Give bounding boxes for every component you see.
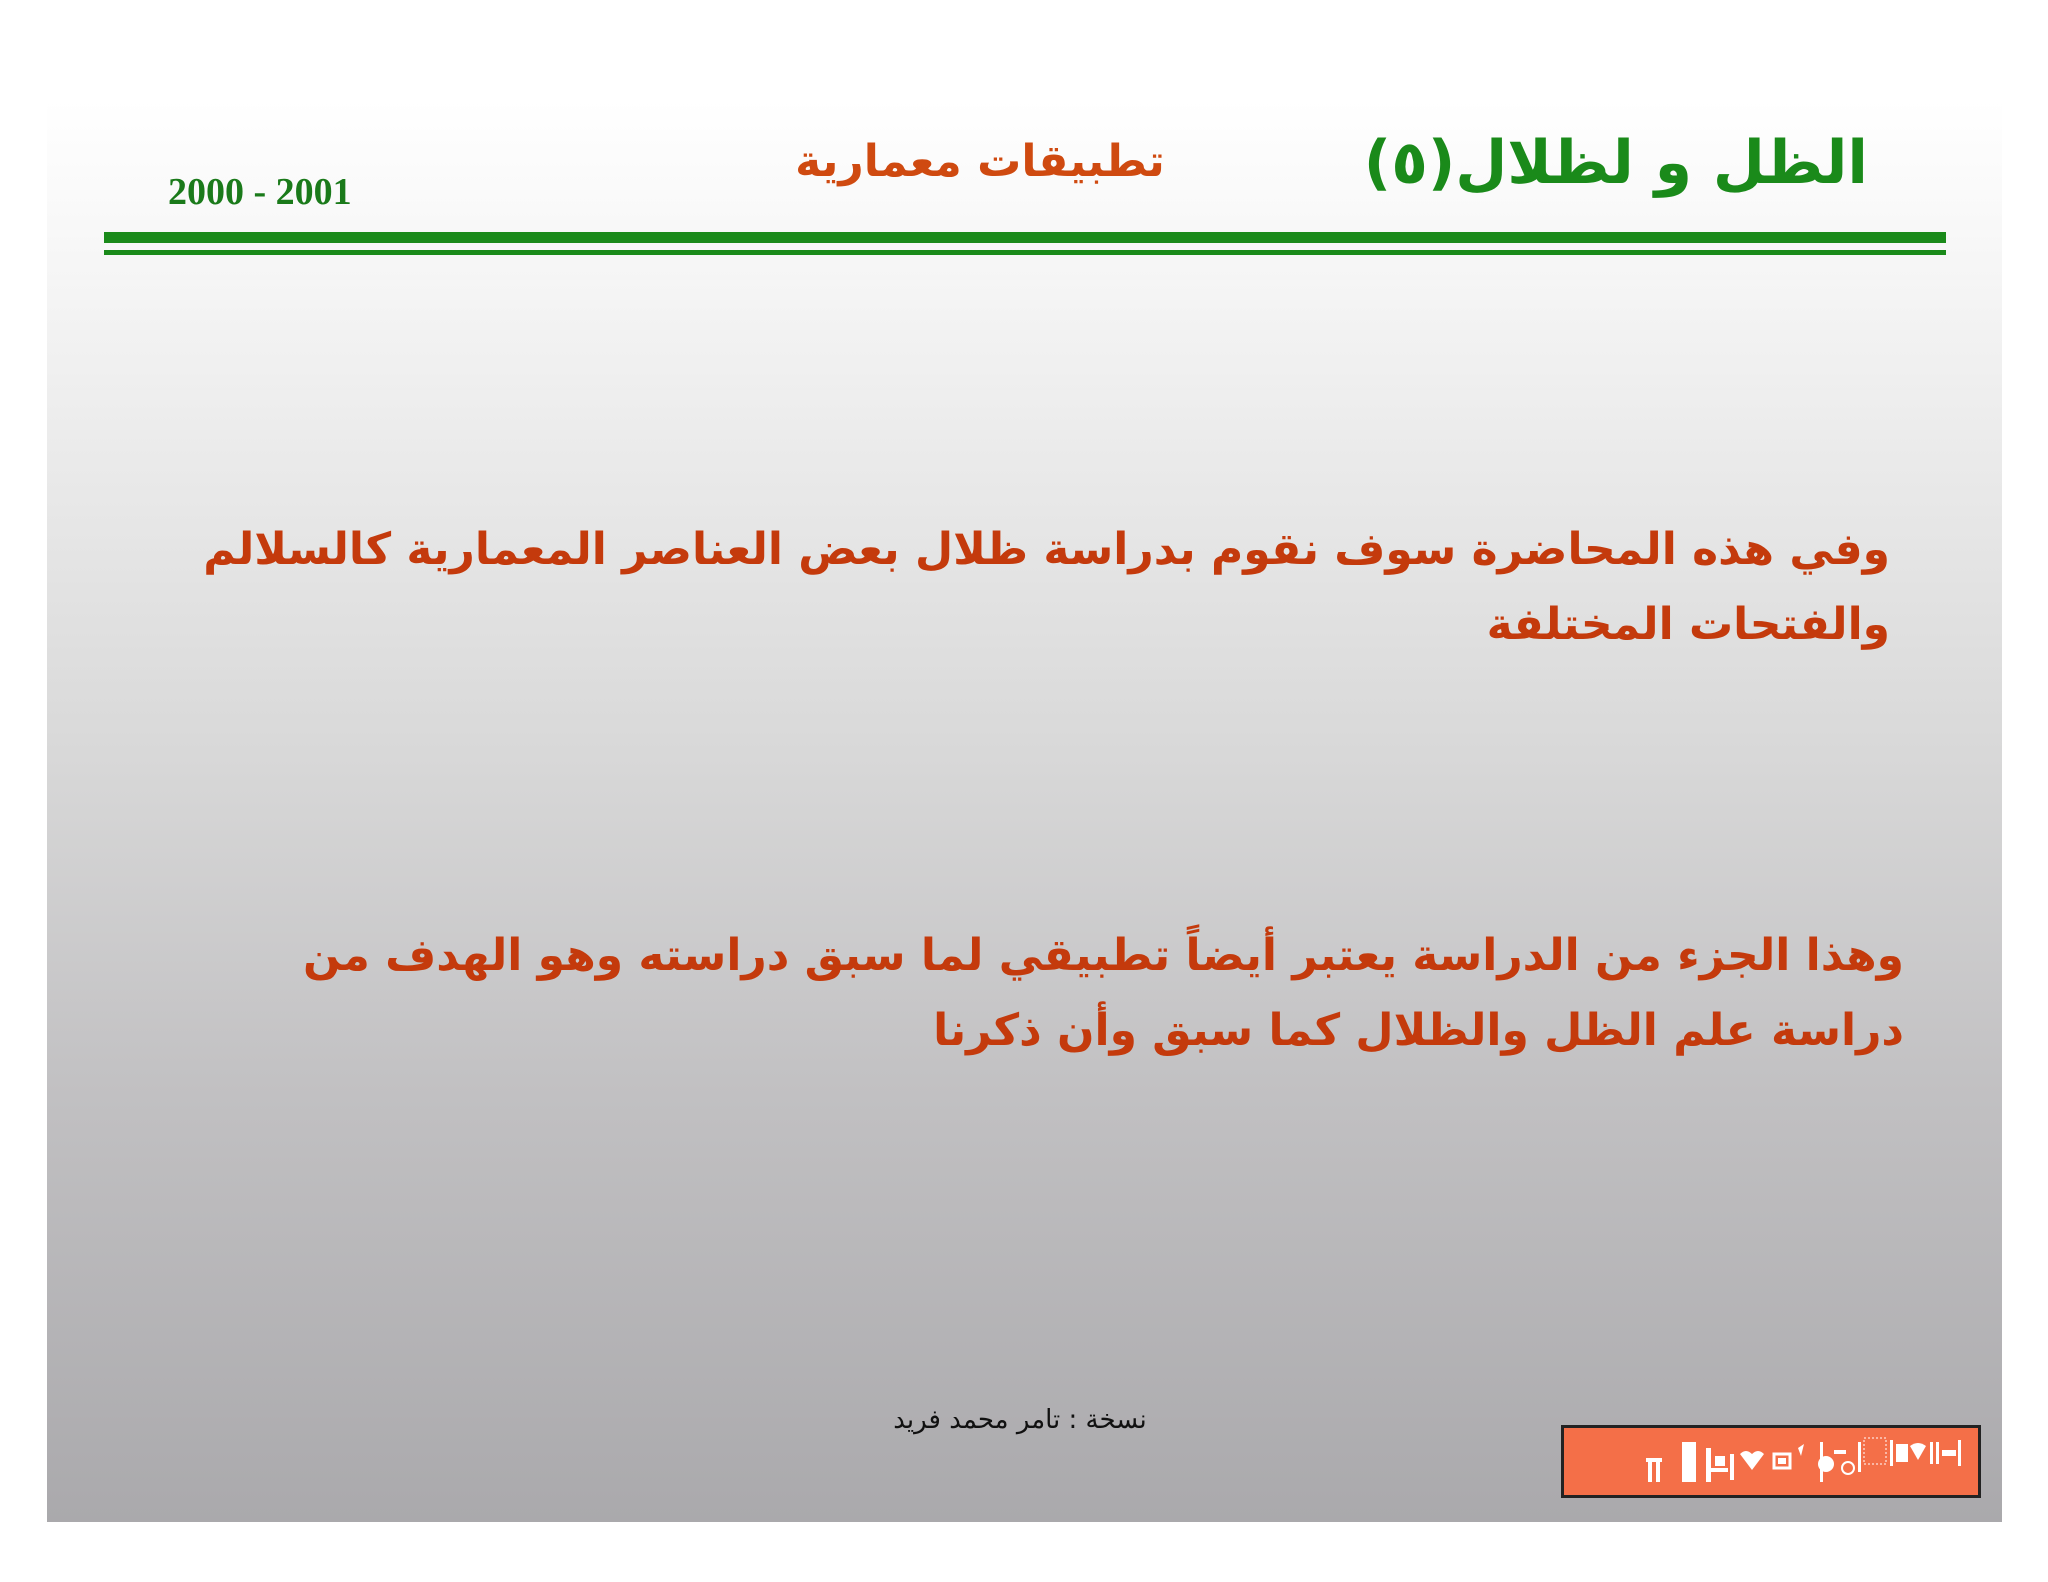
slide-background	[47, 100, 2002, 1522]
header-divider-thick	[104, 232, 1946, 243]
author-credit: نسخة : تامر محمد فريد	[893, 1405, 1147, 1435]
slide-title: الظل و لظلال(٥)	[1363, 128, 1868, 198]
logo-glyph-icon	[1561, 1425, 1981, 1498]
body-paragraph-2: وهذا الجزء من الدراسة يعتبر أيضاً تطبيقي لما سبق دراسته وهو الهدف من دراسة علم الظل والظلال كما سبق وأن ذكرنا	[303, 930, 1904, 1056]
slide-subtitle: تطبيقات معمارية	[795, 136, 1165, 187]
header-divider-thin	[104, 250, 1946, 255]
year-range: 2000 - 2001	[168, 171, 352, 213]
body-paragraph-1: وفي هذه المحاضرة سوف نقوم بدراسة ظلال بعض العناصر المعمارية كالسلالم والفتحات المختلفة	[203, 524, 1890, 650]
